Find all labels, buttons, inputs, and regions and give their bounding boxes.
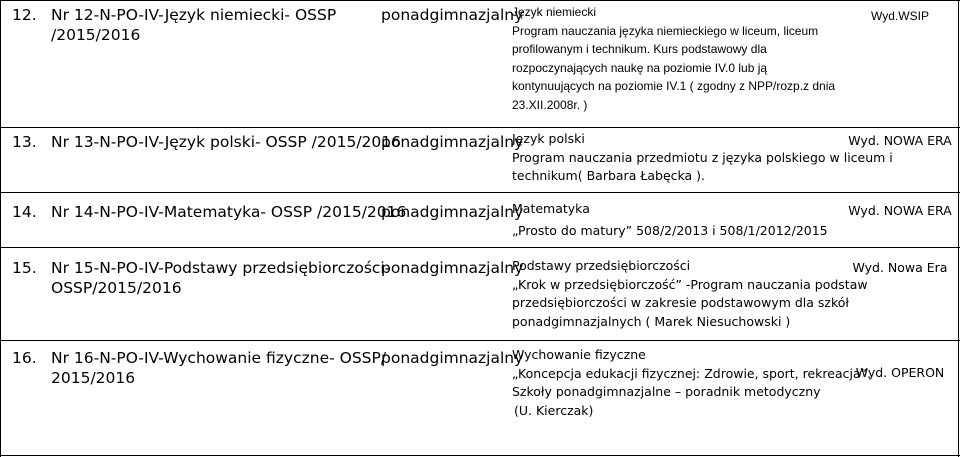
row-divider — [0, 192, 960, 193]
school-level: ponadgimnazjalny — [381, 259, 524, 277]
publisher: Wyd.WSIP — [871, 9, 929, 23]
row-number: 13. — [12, 133, 37, 151]
program-name: Nr 16-N-PO-IV-Wychowanie fizyczne- OSSP/ 2015/2016 — [51, 349, 387, 387]
school-level: ponadgimnazjalny — [381, 203, 524, 221]
program-description: Wychowanie fizyczne „Koncepcja edukacji fizycznej: Zdrowie, sport, rekreacja”. Szkoły ponadgimnazjalne – poradnik metodyczny (U. Kierczak) — [512, 347, 872, 418]
program-name: Nr 14-N-PO-IV-Matematyka- OSSP /2015/2016 — [51, 203, 407, 221]
table-border-left — [0, 0, 1, 457]
program-name: Nr 15-N-PO-IV-Podstawy przedsiębiorczości- OSSP/2015/2016 — [51, 259, 391, 297]
row-number: 12. — [12, 6, 37, 24]
program-description: Matematyka „Prosto do matury” 508/2/2013 i 508/1/2012/2015 — [512, 201, 828, 238]
school-level: ponadgimnazjalny — [381, 349, 524, 367]
table-border-right — [958, 0, 959, 457]
program-name: Nr 12-N-PO-IV-Język niemiecki- OSSP /2015/2016 — [51, 6, 337, 44]
table-border-top — [0, 0, 960, 1]
publisher: Wyd. NOWA ERA — [848, 133, 952, 148]
row-divider — [0, 247, 960, 248]
school-level: ponadgimnazjalny — [381, 133, 524, 151]
row-number: 15. — [12, 259, 37, 277]
publisher: Wyd. OPERON — [855, 365, 945, 380]
program-description: Język niemiecki Program nauczania języka niemieckiego w liceum, liceum profilowanym i technikum. Kurs podstawowy dla rozpoczynających naukę na poziomie IV.0 lub ją kontynuujących na poziomie IV.1 ( zgodny z NPP/rozp.z dnia 23.XII.2008r. ) — [512, 5, 836, 112]
row-number: 14. — [12, 203, 37, 221]
table-border-bottom — [0, 455, 960, 456]
row-divider — [0, 340, 960, 341]
program-name: Nr 13-N-PO-IV-Język polski- OSSP /2015/2016 — [51, 133, 402, 151]
program-description: Język polski Program nauczania przedmiotu z języka polskiego w liceum i technikum( Barbara Łabęcka ). — [512, 131, 893, 183]
school-level: ponadgimnazjalny — [381, 6, 524, 24]
row-divider — [0, 127, 960, 128]
program-description: Podstawy przedsiębiorczości „Krok w przedsiębiorczość” -Program nauczania podstaw przedsiębiorczości w zakresie podstawowym dla szkół ponadgimnazjalnych ( Marek Niesuchowski ) — [512, 258, 868, 329]
publisher: Wyd. NOWA ERA — [848, 203, 952, 218]
row-number: 16. — [12, 349, 37, 367]
publisher: Wyd. Nowa Era — [852, 260, 948, 275]
